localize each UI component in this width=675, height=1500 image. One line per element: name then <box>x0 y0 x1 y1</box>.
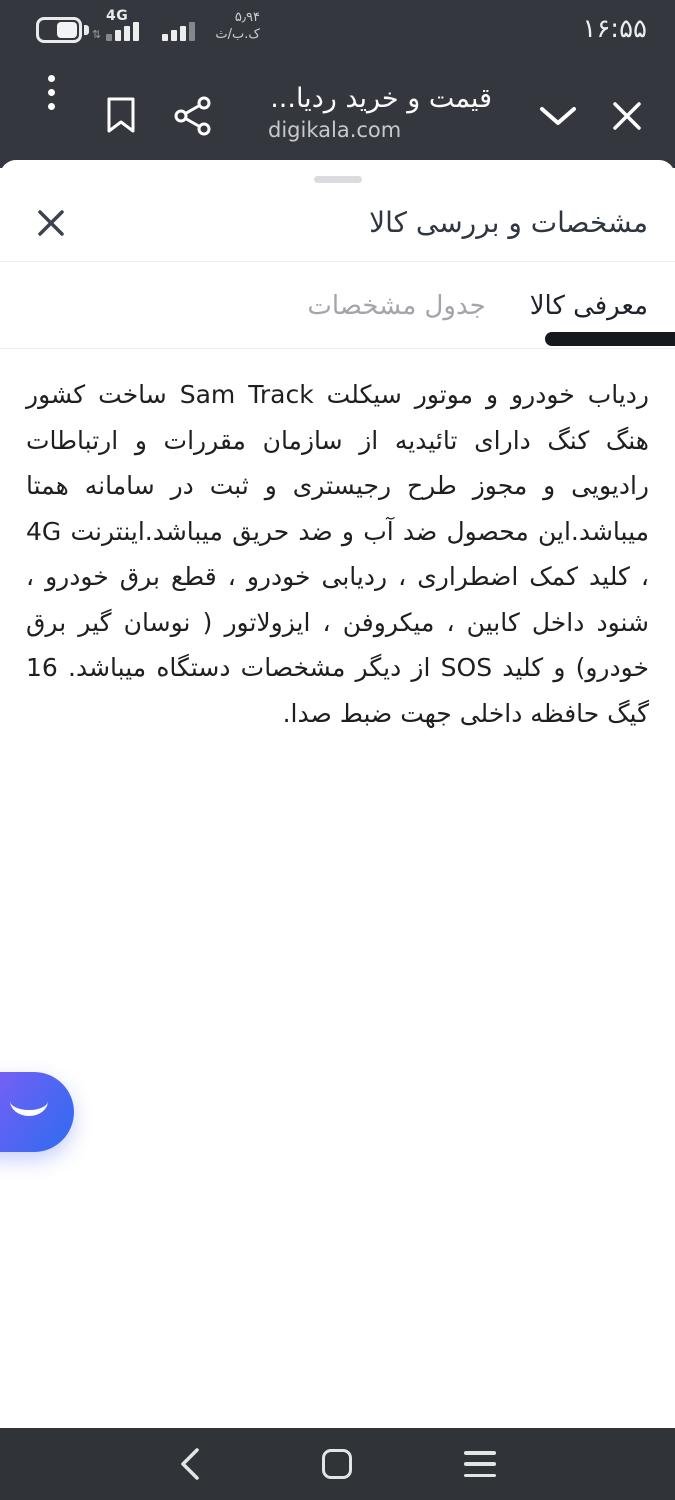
bookmark-icon <box>105 96 137 134</box>
data-arrows-icon: ⇅ <box>92 28 102 41</box>
network-speed-value: ۵٫۹۴ <box>234 10 260 25</box>
network-type-label: 4G <box>106 8 129 24</box>
network-speed-unit: ک.ب/ث <box>215 27 260 42</box>
signal-bars-sim1-icon <box>106 22 139 41</box>
close-icon <box>36 208 66 238</box>
tab-product-intro[interactable]: معرفی کالا <box>529 290 648 321</box>
sheet-close-button[interactable] <box>36 208 66 238</box>
nav-recents-button[interactable] <box>464 1451 496 1477</box>
sheet-header <box>0 160 675 262</box>
status-bar <box>0 0 675 60</box>
page-url: digikala.com <box>268 118 402 142</box>
chat-support-fab[interactable] <box>0 1072 74 1152</box>
chevron-down-icon <box>538 104 578 128</box>
network-speed <box>212 9 260 43</box>
page-title-block[interactable] <box>268 82 492 144</box>
signal-bars-sim2-icon <box>162 22 195 41</box>
active-tab-indicator <box>545 332 675 346</box>
product-description: ردیاب خودرو و موتور سیکلت Sam Track ساخت کشور هنگ کنگ دارای تائیدیه از سازمان مقررات و ارتباطات رادیویی و مجوز طرح رجیستری و ثبت در سامانه همتا میباشد.این محصول ضد آب و ضد حریق میباشد.اینترنت 4G ، کلید کمک اضطراری ، ردیابی خودرو ، قطع برق خودرو ، شنود داخل کابین ، میکروفن ، ایزولاتور ( نوسان گیر برق خودرو) و کلید SOS از دیگر مشخصات دستگاه میباشد. 16 گیگ حافظه داخلی جهت ضبط صدا. <box>26 380 650 728</box>
status-clock: ۱۶:۵۵ <box>582 14 647 44</box>
nav-home-button[interactable] <box>322 1449 352 1479</box>
overflow-menu-button[interactable] <box>41 69 61 115</box>
nav-back-button[interactable] <box>177 1446 207 1482</box>
tab-specs-table[interactable]: جدول مشخصات <box>307 290 486 321</box>
battery-nub <box>84 25 89 35</box>
battery-fill <box>57 22 77 38</box>
sheet-title: مشخصات و بررسی کالا <box>369 206 648 239</box>
product-specs-sheet <box>0 160 675 1428</box>
close-icon <box>611 100 643 132</box>
battery-icon <box>36 17 82 43</box>
close-window-button[interactable] <box>608 98 646 134</box>
chat-smile-icon <box>10 1098 48 1116</box>
browser-header <box>0 60 675 168</box>
system-nav-bar <box>0 1428 675 1500</box>
collapse-button[interactable] <box>536 100 580 132</box>
page-title: قیمت و خرید ردیا... <box>270 83 492 114</box>
bookmark-button[interactable] <box>100 93 142 137</box>
back-icon <box>177 1446 207 1482</box>
top-dark-block <box>0 0 675 168</box>
share-button[interactable] <box>172 96 214 136</box>
sheet-tabs <box>0 263 675 349</box>
share-icon <box>173 96 213 136</box>
